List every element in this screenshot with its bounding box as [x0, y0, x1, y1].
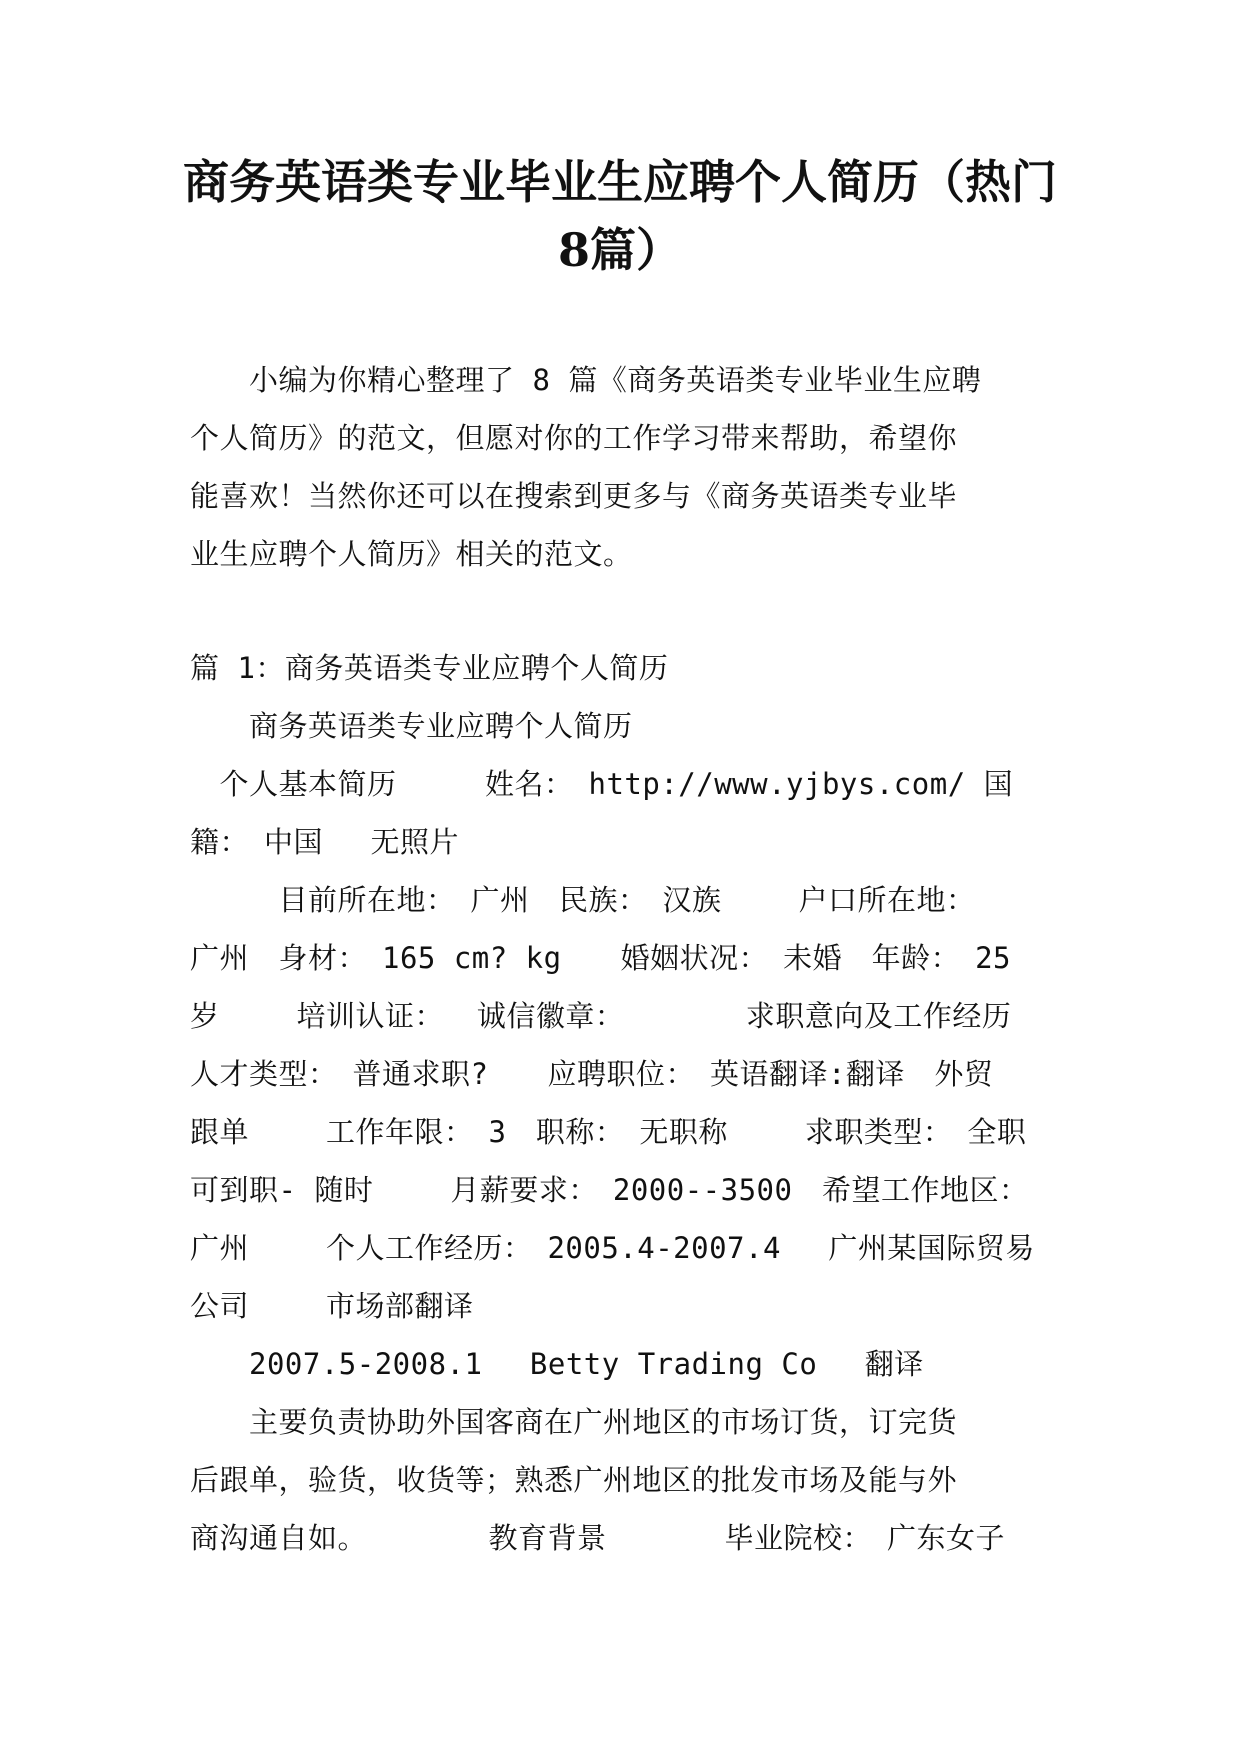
body-line-9: 广州 个人工作经历： 2005.4-2007.4 广州某国际贸易: [190, 1231, 1035, 1265]
body-line-6: 人才类型： 普通求职? 应聘职位： 英语翻译:翻译 外贸: [190, 1057, 994, 1091]
body-line-4: 广州 身材： 165 cm? kg 婚姻状况： 未婚 年龄： 25: [190, 941, 1012, 975]
body-line-13: 后跟单，验货，收货等；熟悉广州地区的批发市场及能与外: [190, 1463, 958, 1497]
resume-title: 商务英语类专业应聘个人简历: [190, 709, 633, 743]
document-title-line-2: 8篇）: [557, 223, 682, 277]
body-line-8: 可到职- 随时 月薪要求： 2000--3500 希望工作地区：: [190, 1173, 1029, 1207]
intro-line-4: 业生应聘个人简历》相关的范文。: [190, 537, 633, 571]
intro-line-2: 个人简历》的范文，但愿对你的工作学习带来帮助，希望你: [190, 421, 958, 455]
body-line-10: 公司 市场部翻译: [190, 1289, 474, 1323]
body-line-11: 2007.5-2008.1 Betty Trading Co 翻译: [190, 1347, 924, 1381]
body-line-1: 个人基本简历 姓名： http://www.yjbys.com/ 国: [190, 767, 1014, 801]
body-line-14: 商沟通自如。 教育背景 毕业院校： 广东女子: [190, 1521, 1005, 1555]
body-line-2: 籍： 中国 无照片: [190, 825, 459, 859]
document-title-line-1: 商务英语类专业毕业生应聘个人简历（热门: [183, 155, 1057, 209]
body-line-3: 目前所在地： 广州 民族： 汉族 户口所在地：: [190, 883, 976, 917]
intro-line-3: 能喜欢！当然你还可以在搜索到更多与《商务英语类专业毕: [190, 479, 958, 513]
body-line-12: 主要负责协助外国客商在广州地区的市场订货，订完货: [190, 1405, 958, 1439]
section-heading: 篇 1：商务英语类专业应聘个人简历: [190, 651, 669, 685]
body-line-7: 跟单 工作年限： 3 职称： 无职称 求职类型： 全职: [190, 1115, 1027, 1149]
body-line-5: 岁 培训认证： 诚信徽章： 求职意向及工作经历: [190, 999, 1012, 1033]
intro-line-1: 小编为你精心整理了 8 篇《商务英语类专业毕业生应聘: [190, 363, 982, 397]
